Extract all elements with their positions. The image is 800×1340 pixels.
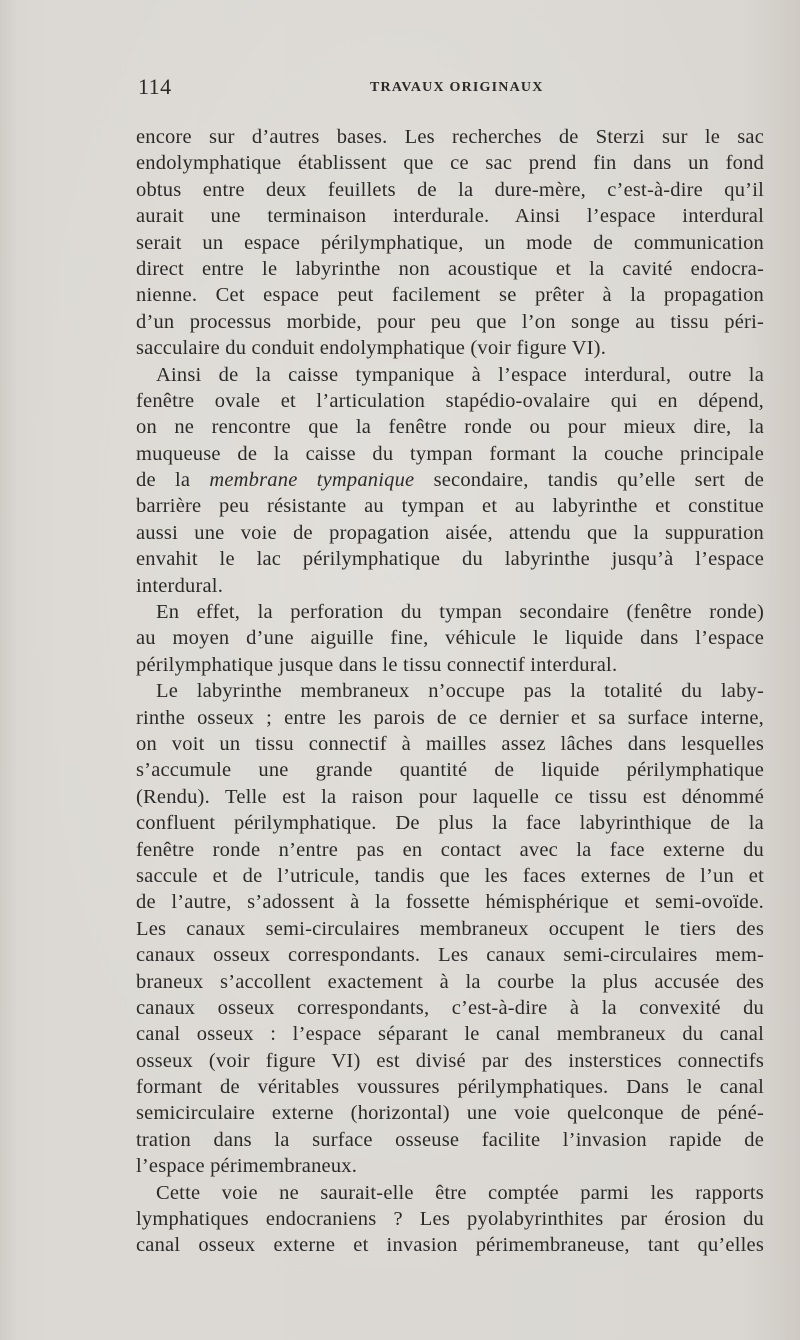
- text-line: endolymphatique établissent que ce sac prend fin dans un fond: [136, 152, 764, 175]
- text-line: aurait une terminaison interdurale. Ainsi l’espace interdural: [136, 205, 764, 228]
- page-number: 114: [138, 74, 172, 99]
- text-line: tration dans la surface osseuse facilite l’invasion rapide de: [136, 1128, 764, 1151]
- text-line: Les canaux semi-circulaires membraneux occupent le tiers des: [136, 917, 764, 940]
- text-line: confluent périlymphatique. De plus la face labyrinthique de la: [136, 812, 764, 835]
- paragraph-start-line: Cette voie ne saurait-elle être comptée parmi les rapports: [156, 1181, 764, 1204]
- text-line: encore sur d’autres bases. Les recherches de Sterzi sur le sac: [136, 126, 764, 148]
- paragraph-end-line: interdural.: [136, 574, 224, 597]
- text-line: lymphatiques endocraniens ? Les pyolabyrinthites par érosion du: [136, 1208, 764, 1231]
- text-line-with-italic: [136, 467, 764, 493]
- running-head: [138, 74, 770, 102]
- paragraph-end-line: sacculaire du conduit endolymphatique (voir figure VI).: [136, 337, 607, 360]
- body-text: [136, 124, 764, 1259]
- text-line: on ne rencontre que la fenêtre ronde ou pour mieux dire, la: [136, 416, 764, 439]
- running-title: TRAVAUX ORIGINAUX: [370, 80, 544, 95]
- text-line: rinthe osseux ; entre les parois de ce dernier et sa surface interne,: [136, 706, 764, 729]
- text-line: aussi une voie de propagation aisée, attendu que la suppuration: [136, 521, 764, 544]
- text-line: canal osseux : l’espace séparant le canal membraneux du canal: [136, 1023, 764, 1046]
- text-line: envahit le lac périlymphatique du labyrinthe jusqu’à l’espace: [136, 548, 764, 571]
- text-line: au moyen d’une aiguille fine, véhicule le liquide dans l’espace: [136, 627, 764, 650]
- text-line: fenêtre ronde n’entre pas en contact avec la face externe du: [136, 838, 764, 861]
- text-line: fenêtre ovale et l’articulation stapédio-ovalaire qui en dépend,: [136, 389, 764, 412]
- text-run: de la: [136, 469, 210, 492]
- text-line: nienne. Cet espace peut facilement se prêter à la propagation: [136, 284, 764, 307]
- text-line: s’accumule une grande quantité de liquide périlymphatique: [136, 759, 764, 782]
- text-line: d’un processus morbide, pour peu que l’on songe au tissu péri-: [136, 310, 764, 333]
- paragraph-start-line: Ainsi de la caisse tympanique à l’espace interdural, outre la: [156, 363, 764, 386]
- text-line: formant de véritables voussures périlymphatiques. Dans le canal: [136, 1076, 764, 1099]
- text-line: saccule et de l’utricule, tandis que les faces externes de l’un et: [136, 864, 764, 887]
- paragraph-end-line: l’espace périmembraneux.: [136, 1155, 358, 1178]
- paragraph-end-line: périlymphatique jusque dans le tissu connectif interdural.: [136, 653, 618, 676]
- text-line: braneux s’accollent exactement à la courbe la plus accusée des: [136, 970, 764, 993]
- text-line: direct entre le labyrinthe non acoustique et la cavité endocra-: [136, 257, 764, 280]
- text-line: canaux osseux correspondants, c’est-à-dire à la convexité du: [136, 996, 764, 1019]
- italic-term: membrane tympanique: [209, 469, 415, 492]
- paragraph-start-line: En effet, la perforation du tympan secondaire (fenêtre ronde): [156, 601, 764, 624]
- text-line: canaux osseux correspondants. Les canaux semi-circulaires mem-: [136, 944, 764, 967]
- text-line: barrière peu résistante au tympan et au labyrinthe et constitue: [136, 495, 764, 518]
- text-run: secondaire, tandis qu’elle sert de: [414, 469, 764, 492]
- text-line: serait un espace périlymphatique, un mode de communication: [136, 231, 764, 254]
- text-line: on voit un tissu connectif à mailles assez lâches dans lesquelles: [136, 732, 764, 755]
- text-line: canal osseux externe et invasion périmembraneuse, tant qu’elles: [136, 1234, 764, 1257]
- text-line: de l’autre, s’adossent à la fossette hémisphérique et semi-ovoïde.: [136, 891, 764, 914]
- text-line: muqueuse de la caisse du tympan formant la couche principale: [136, 442, 764, 465]
- text-line: osseux (voir figure VI) est divisé par des insterstices connectifs: [136, 1049, 764, 1072]
- text-line: (Rendu). Telle est la raison pour laquelle ce tissu est dénommé: [136, 785, 764, 808]
- text-line: obtus entre deux feuillets de la dure-mère, c’est-à-dire qu’il: [136, 178, 764, 201]
- paragraph-start-line: Le labyrinthe membraneux n’occupe pas la totalité du laby-: [156, 680, 764, 703]
- text-line: semicirculaire externe (horizontal) une voie quelconque de péné-: [136, 1102, 764, 1125]
